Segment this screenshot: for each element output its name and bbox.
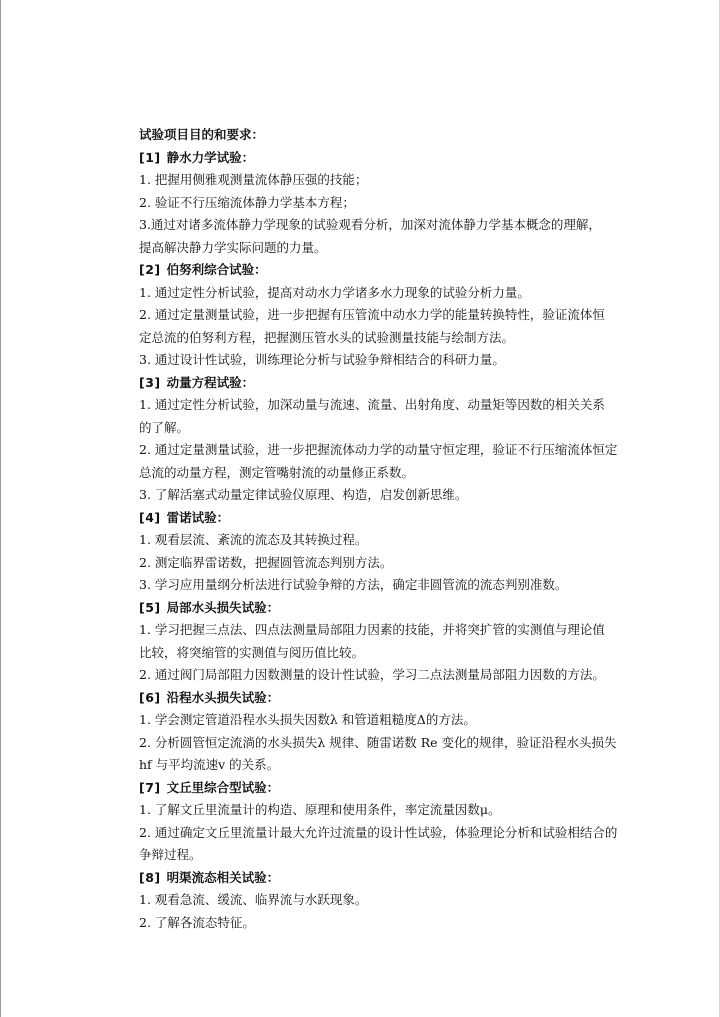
section-6-line: hf 与平均流速v 的关系。 xyxy=(139,757,280,772)
section-heading-2 xyxy=(139,259,611,282)
section-number: [7] xyxy=(139,779,161,795)
section-6-line: 2. 分析圆管恒定流淌的水头损失λ 规律、随雷诺数 Re 变化的规律，验证沿程水头损失 xyxy=(139,734,617,750)
section-2-line: 1. 通过定性分析试验，提高对动水力学诸多水力现象的试验分析力量。 xyxy=(139,284,530,300)
section-5-line: 2. 通过阀门局部阻力因数测量的设计性试验，学习二点法测量局部阻力因数的方法。 xyxy=(139,667,605,682)
section-8-line: 1. 观看急流、缓流、临界流与水跃现象。 xyxy=(139,892,368,907)
section-8-line: 2. 了解各流态特征。 xyxy=(139,914,255,930)
section-number: [1] xyxy=(139,149,161,165)
document-title: 试验项目目的和要求： xyxy=(139,127,265,142)
section-heading-5 xyxy=(139,597,611,620)
section-7-line: 2. 通过确定文丘里流量计最大允许过流量的设计性试验，体验理论分析和试验相结合的 xyxy=(139,824,618,840)
section-number: [8] xyxy=(139,869,161,885)
section-title: 动量方程试验： xyxy=(166,374,255,390)
section-7-line: 争辩过程。 xyxy=(139,847,202,862)
section-title: 局部水头损失试验： xyxy=(166,599,280,615)
section-3-line: 的了解。 xyxy=(139,419,190,435)
section-title: 沿程水头损失试验： xyxy=(166,689,280,705)
section-title: 静水力学试验： xyxy=(166,149,255,165)
section-2-line: 2. 通过定量测量试验，进一步把握有压管流中动水力学的能量转换特性，验证流体恒 xyxy=(139,307,605,322)
section-3-line: 1. 通过定性分析试验，加深动量与流速、流量、出射角度、动量矩等因数的相关关系 xyxy=(139,397,605,412)
section-title: 伯努利综合试验： xyxy=(166,262,267,277)
section-title: 明渠流态相关试验： xyxy=(166,869,280,885)
section-1-line: 2. 验证不行压缩流体静力学基本方程； xyxy=(139,194,355,210)
section-heading-6 xyxy=(139,687,611,710)
section-3-line: 2. 通过定量测量试验，进一步把握流体动力学的动量守恒定理，验证不行压缩流体恒定 xyxy=(139,442,618,457)
section-number: [4] xyxy=(139,509,161,525)
section-number: [2] xyxy=(139,262,161,277)
section-heading-3 xyxy=(139,372,611,395)
section-4-line: 2. 测定临界雷诺数，把握圆管流态判别方法。 xyxy=(139,554,393,570)
section-4-line: 1. 观看层流、紊流的流态及其转换过程。 xyxy=(139,532,368,547)
section-2-line: 3. 通过设计性试验，训练理论分析与试验争辩相结合的科研力量。 xyxy=(139,352,505,367)
section-1-line: 提高解决静力学实际问题的力量。 xyxy=(139,239,327,255)
section-3-line: 总流的动量方程，测定管嘴射流的动量修正系数。 xyxy=(139,464,415,480)
section-number: [5] xyxy=(139,599,161,615)
section-number: [6] xyxy=(139,689,161,705)
section-2-line: 定总流的伯努利方程，把握测压管水头的试验测量技能与绘制方法。 xyxy=(139,329,515,345)
section-1-line: 1. 把握用侧雅观测量流体静压强的技能； xyxy=(139,172,368,187)
section-heading-8 xyxy=(139,867,611,890)
section-3-line: 3. 了解活塞式动量定律试验仪原理、构造，启发创新思维。 xyxy=(139,487,468,502)
section-1-line: 3.通过对诸多流体静力学现象的试验观看分析，加深对流体静力学基本概念的理解， xyxy=(139,217,601,232)
document-body xyxy=(139,124,618,934)
section-4-line: 3. 学习应用量纲分析法进行试验争辩的方法，确定非圆管流的流态判别准数。 xyxy=(139,577,568,592)
section-title: 文丘里综合型试验： xyxy=(166,779,280,795)
section-5-line: 1. 学习把握三点法、四点法测量局部阻力因素的技能，并将突扩管的实测值与理论值 xyxy=(139,622,605,637)
section-title: 雷诺试验： xyxy=(166,509,230,525)
page-edge-left xyxy=(0,0,1,1017)
section-heading-1 xyxy=(139,147,611,170)
section-5-line: 比较，将突缩管的实测值与阅历值比较。 xyxy=(139,644,365,660)
section-6-line: 1. 学会测定管道沿程水头损失因数λ 和管道粗糙度Δ的方法。 xyxy=(139,712,476,727)
section-heading-7 xyxy=(139,777,611,800)
section-heading-4 xyxy=(139,507,611,530)
section-number: [3] xyxy=(139,374,161,390)
section-7-line: 1. 了解文丘里流量计的构造、原理和使用条件，率定流量因数μ。 xyxy=(139,802,501,817)
